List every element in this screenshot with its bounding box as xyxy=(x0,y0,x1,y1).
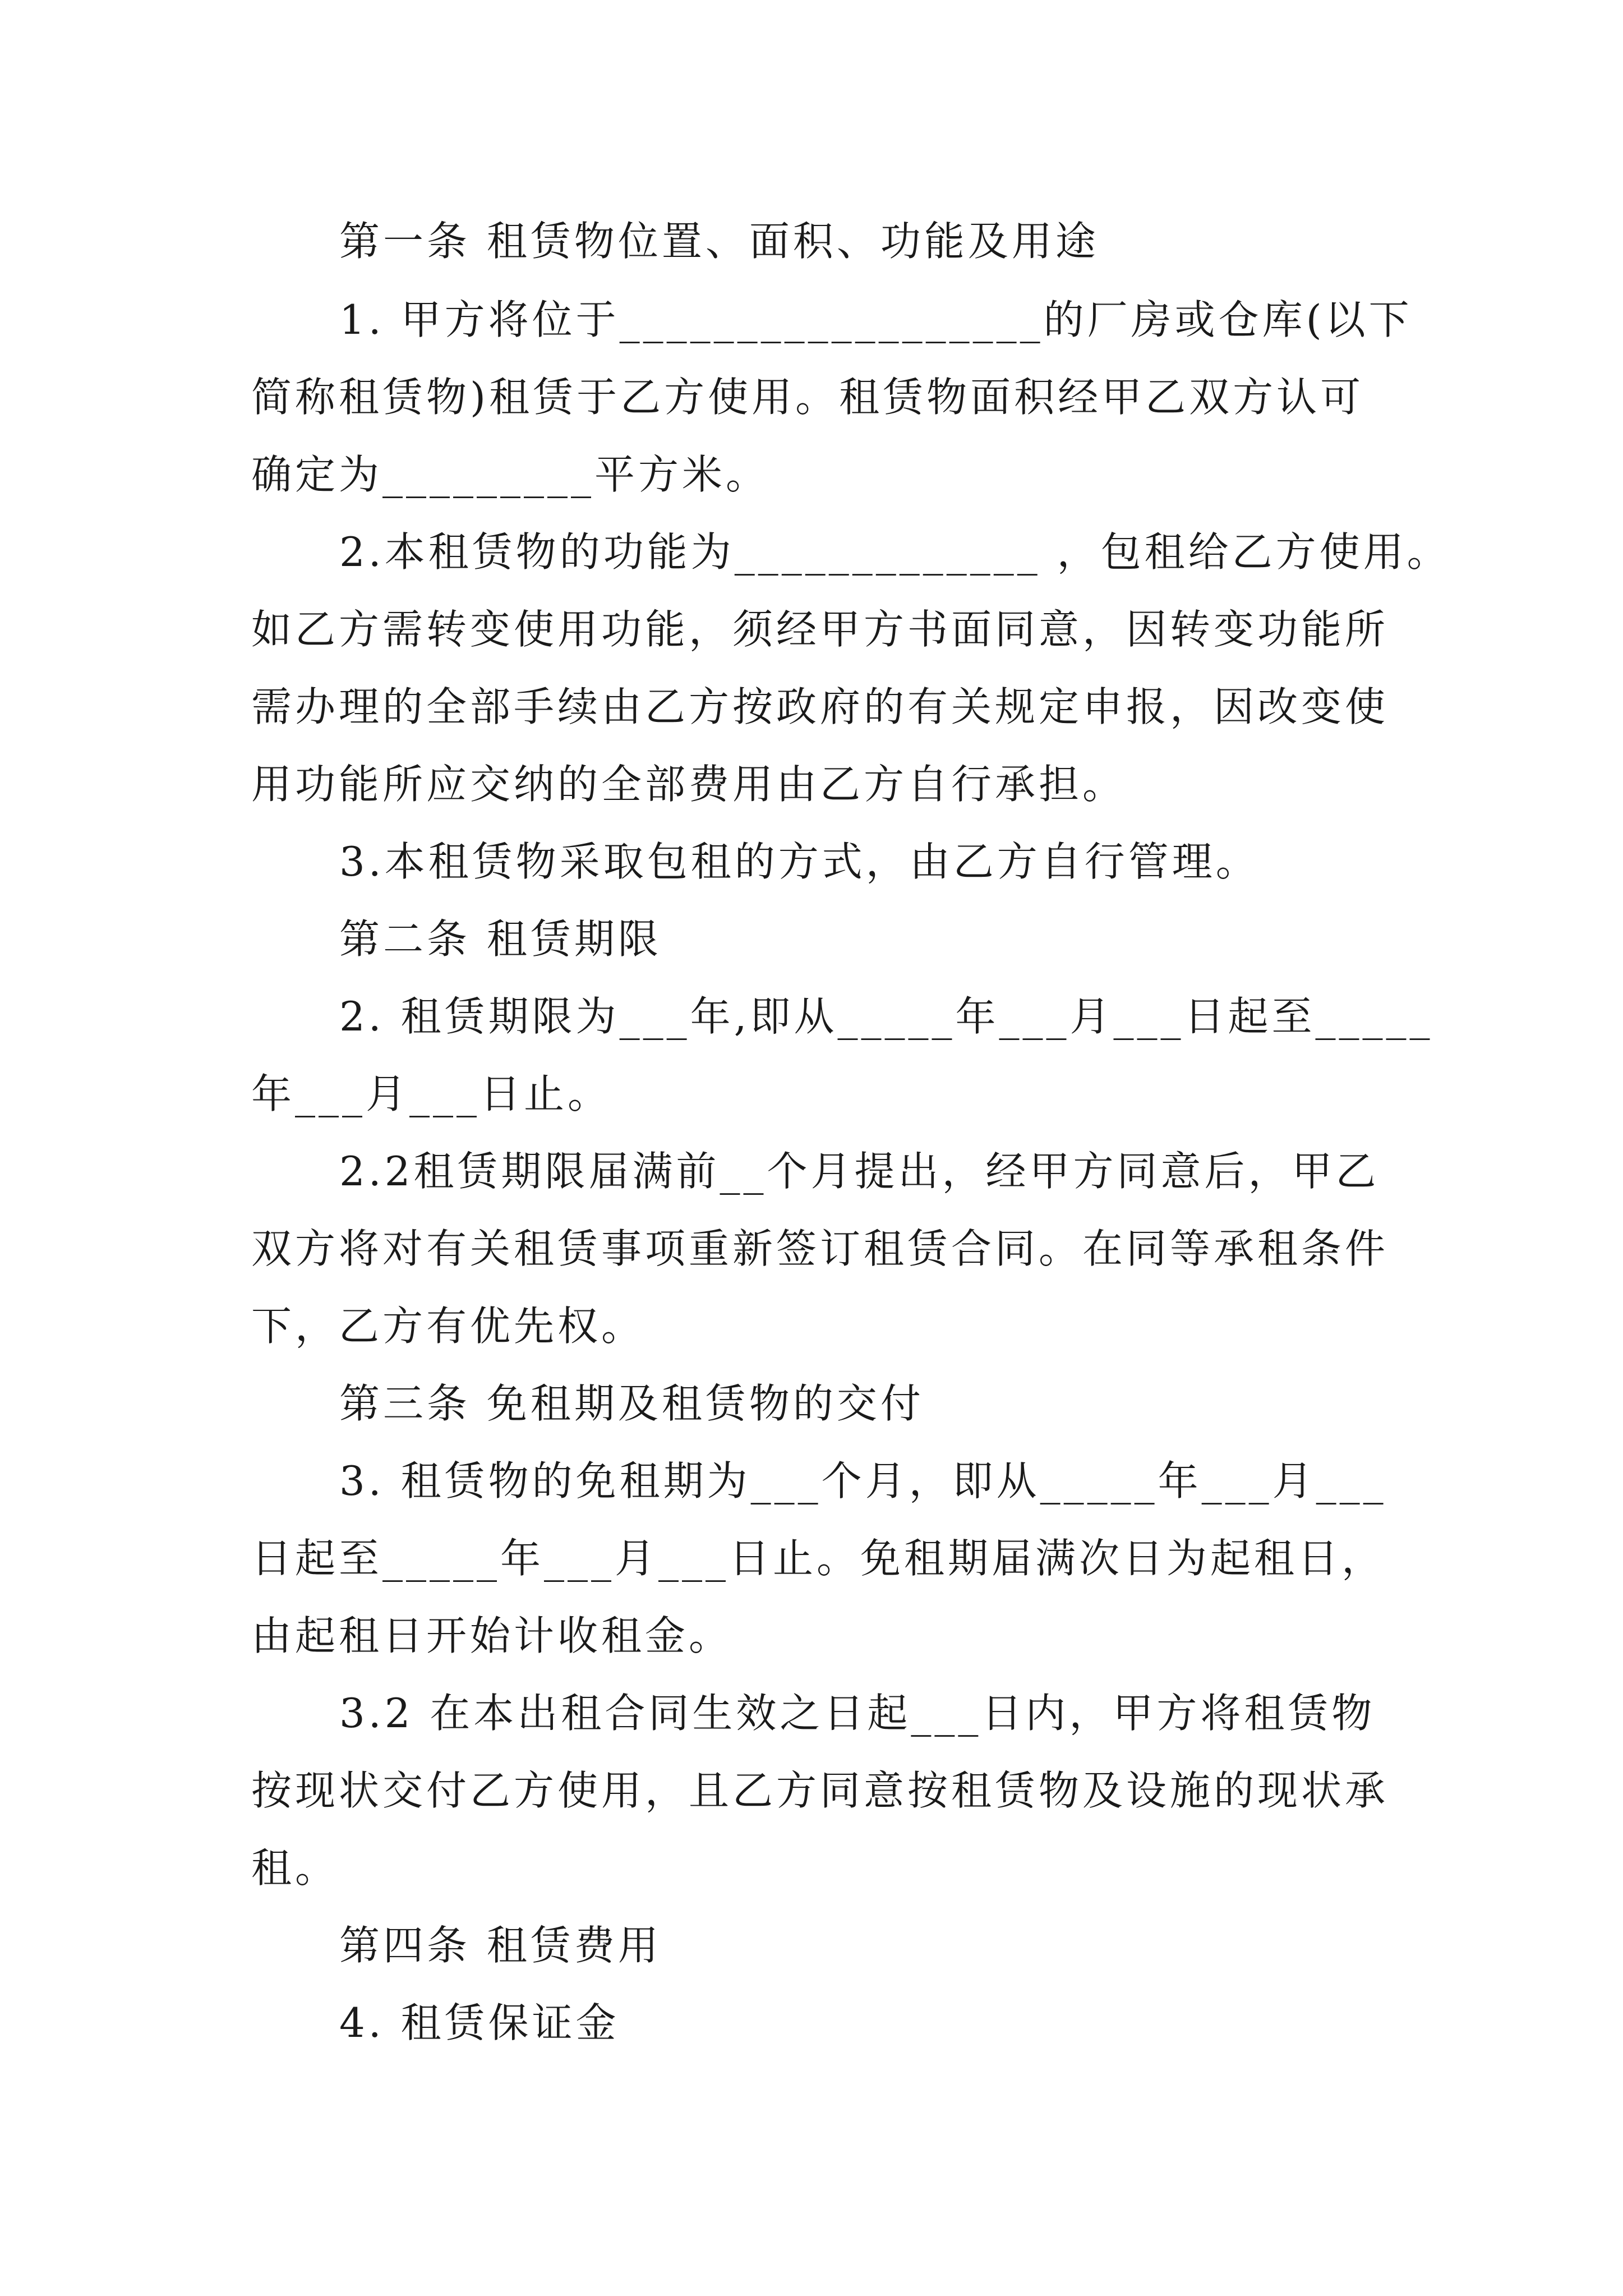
clause-1-line-3: 确定为_________平方米。 xyxy=(251,451,770,498)
clause-2-line-1: 2.本租赁物的功能为_____________ ，包租给乙方使用。 xyxy=(339,528,1451,576)
clause-2-term-line-2: 年___月___日止。 xyxy=(251,1070,612,1117)
clause-3-line-1: 3.本租赁物采取包租的方式，由乙方自行管理。 xyxy=(339,838,1260,885)
article-3-heading: 第三条 免租期及租赁物的交付 xyxy=(339,1380,924,1427)
clause-2-line-3: 需办理的全部手续由乙方按政府的有关规定申报，因改变使 xyxy=(251,683,1389,730)
clause-2-2-line-1: 2.2租赁期限届满前__个月提出，经甲方同意后，甲乙 xyxy=(339,1148,1380,1195)
clause-1-line-2: 简称租赁物)租赁于乙方使用。租赁物面积经甲乙双方认可 xyxy=(251,374,1364,421)
clause-3-free-line-1: 3. 租赁物的免租期为___个月，即从_____年___月___ xyxy=(339,1457,1387,1504)
clause-1-line-1: 1. 甲方将位于__________________的厂房或仓库(以下 xyxy=(339,296,1413,343)
clause-3-free-line-2: 日起至_____年___月___日止。免租期届满次日为起租日， xyxy=(251,1535,1386,1582)
article-2-heading: 第二条 租赁期限 xyxy=(339,915,662,963)
clause-3-2-line-2: 按现状交付乙方使用，且乙方同意按租赁物及设施的现状承 xyxy=(251,1767,1389,1814)
clause-3-2-line-1: 3.2 在本出租合同生效之日起___日内，甲方将租赁物 xyxy=(339,1690,1376,1737)
clause-2-2-line-3: 下，乙方有优先权。 xyxy=(251,1303,645,1350)
article-1-heading: 第一条 租赁物位置、面积、功能及用途 xyxy=(339,218,1099,265)
clause-2-term-line-1: 2. 租赁期限为___年,即从_____年___月___日起至_____ xyxy=(339,993,1433,1040)
article-4-heading: 第四条 租赁费用 xyxy=(339,1922,662,1969)
clause-4-line-1: 4. 租赁保证金 xyxy=(339,1999,620,2046)
clause-2-line-2: 如乙方需转变使用功能，须经甲方书面同意，因转变功能所 xyxy=(251,606,1389,653)
clause-3-free-line-3: 由起租日开始计收租金。 xyxy=(251,1612,733,1659)
clause-2-line-4: 用功能所应交纳的全部费用由乙方自行承担。 xyxy=(251,761,1127,808)
clause-2-2-line-2: 双方将对有关租赁事项重新签订租赁合同。在同等承租条件 xyxy=(251,1225,1389,1272)
clause-3-2-line-3: 租。 xyxy=(251,1844,339,1892)
